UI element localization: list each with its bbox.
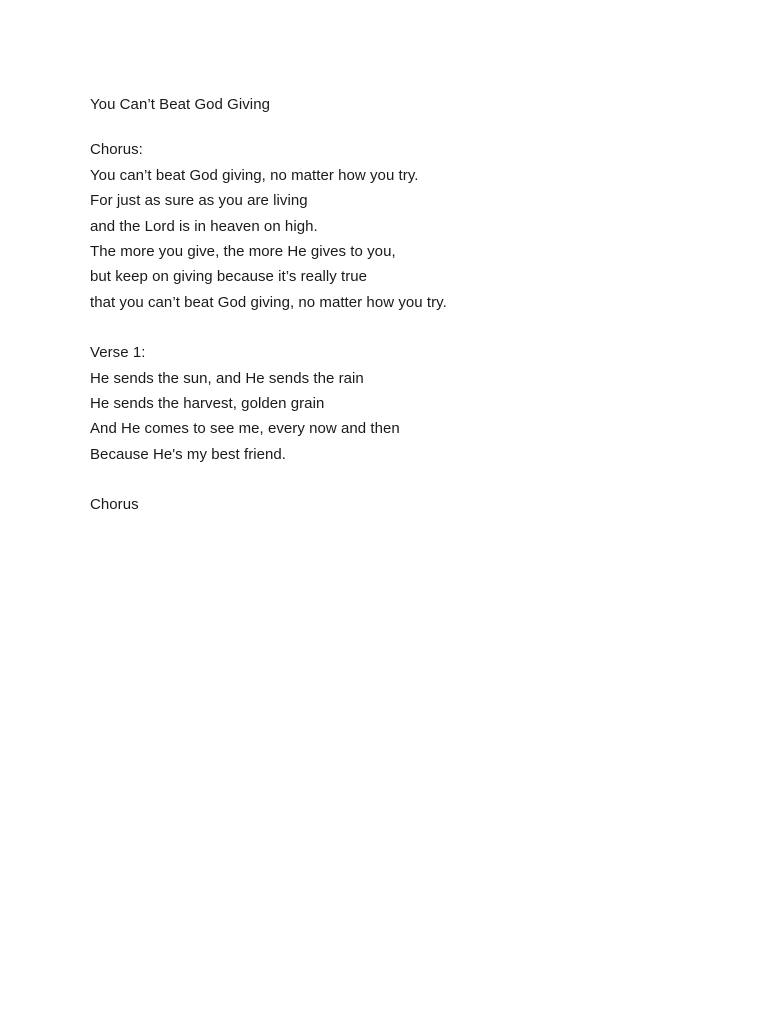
verse-1-section: [90, 340, 710, 467]
verse-line: Because He's my best friend.: [90, 445, 287, 463]
chorus-line: and the Lord is in heaven on high.: [90, 217, 318, 235]
chorus-line: The more you give, the more He gives to you,: [90, 243, 396, 261]
chorus-line: that you can’t beat God giving, no matter how you try.: [90, 293, 447, 311]
verse-1-heading: Verse 1:: [90, 344, 146, 362]
chorus-line: but keep on giving because it’s really true: [90, 268, 368, 286]
chorus-section: [90, 137, 710, 315]
document-body: [90, 92, 710, 518]
verse-line: And He comes to see me, every now and then: [90, 420, 400, 438]
chorus-heading: Chorus:: [90, 141, 143, 159]
verse-line: He sends the harvest, golden grain: [90, 395, 325, 413]
chorus-line: For just as sure as you are living: [90, 192, 308, 210]
closing-chorus-label: Chorus: [90, 496, 139, 514]
chorus-line: You can’t beat God giving, no matter how you try.: [90, 166, 419, 184]
verse-line: He sends the sun, and He sends the rain: [90, 369, 364, 387]
song-title: You Can’t Beat God Giving: [90, 96, 270, 113]
